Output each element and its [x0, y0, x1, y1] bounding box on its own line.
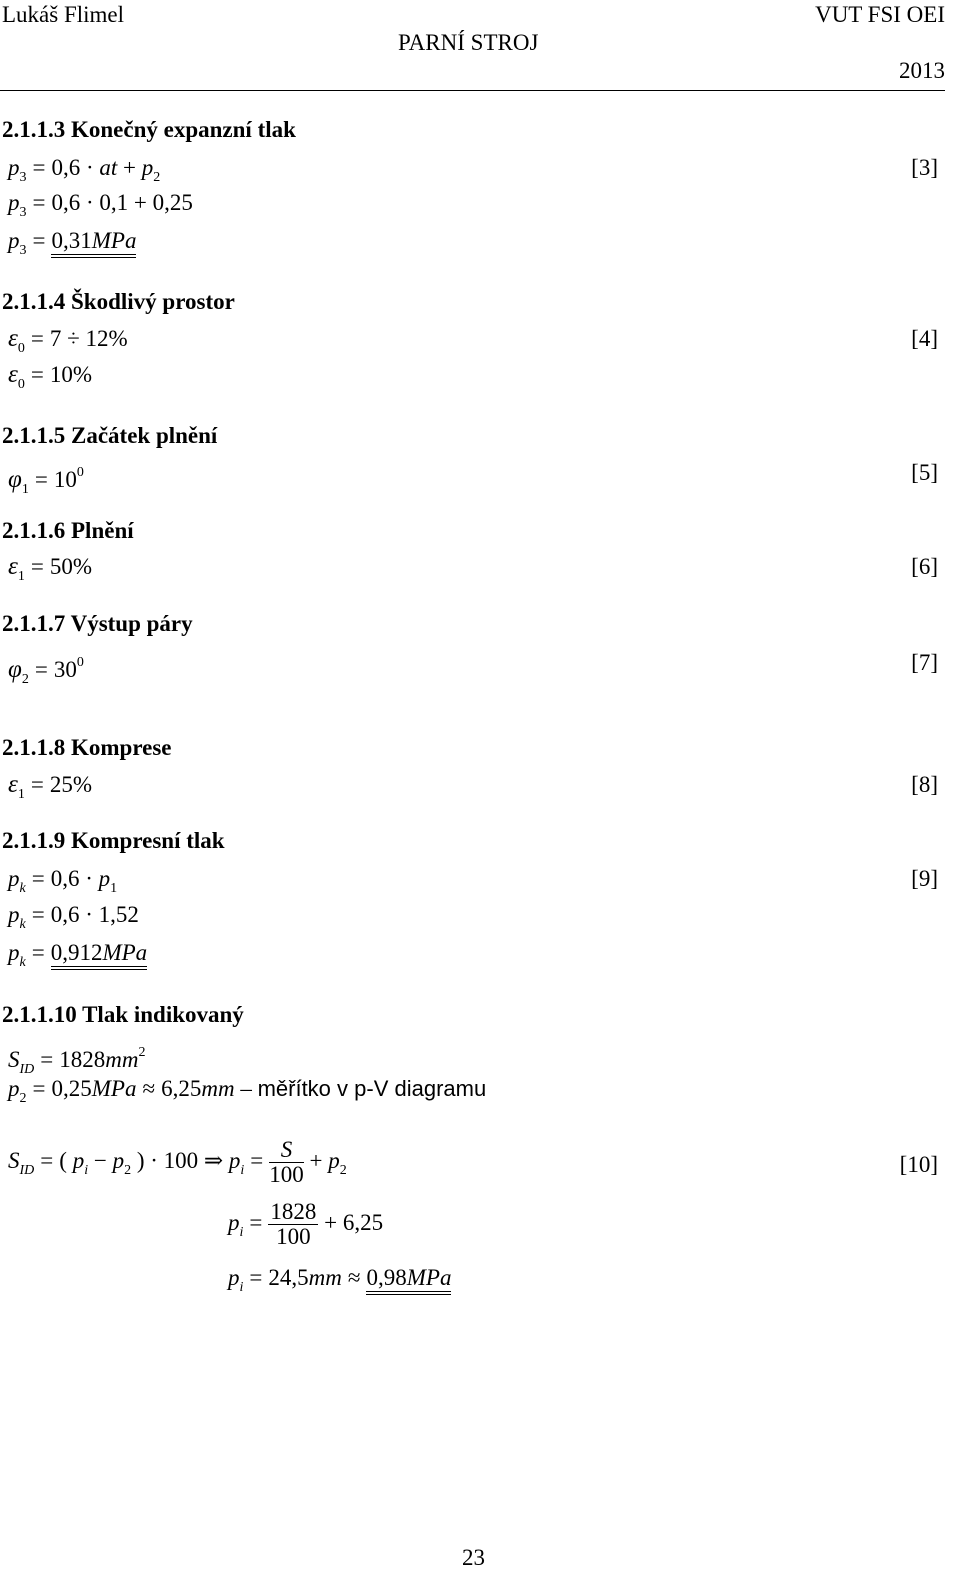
scale-note: měřítko v p-V diagramu — [257, 1076, 487, 1101]
equation-result: $p_i = 24,5mm \approx 0,98MPa$ — [228, 1265, 452, 1295]
equation: $p_k = 0,6 \cdot p_1$ — [8, 866, 118, 896]
section-heading: 2.1.1.6 Plnění — [2, 518, 134, 543]
equation-reference: [10] — [899, 1152, 938, 1177]
equation-reference: [5] — [911, 460, 938, 485]
equation: $\varepsilon_0 = 10\%$ — [8, 361, 93, 392]
header-rule — [0, 90, 945, 91]
equation: $p_3 = 0,6 \cdot 0,1 + 0,25$ — [8, 190, 193, 220]
equation-reference: [8] — [911, 772, 938, 797]
equation: $p_k = 0,6 \cdot 1,52$ — [8, 902, 139, 932]
section-heading: 2.1.1.5 Začátek plnění — [2, 423, 218, 448]
equation: $\varepsilon_1 = 25\%$ — [8, 771, 93, 802]
section-heading: 2.1.1.9 Kompresní tlak — [2, 828, 225, 853]
equation-reference: [3] — [911, 155, 938, 180]
header-author: Lukáš Flimel — [2, 2, 125, 27]
section-heading: 2.1.1.3 Konečný expanzní tlak — [2, 117, 296, 142]
equation: $\varphi_2 = 30^0$ — [8, 655, 84, 687]
equation: $p_2 = 0,25MPa \approx 6,25mm$ – měřítko v p-V diagramu — [8, 1076, 487, 1106]
equation: $p_i$ = $\frac{1828}{100}$ + 6,25 — [228, 1199, 384, 1249]
equation: $S_{ID} = 1828mm^2$ — [8, 1045, 146, 1077]
section-heading: 2.1.1.7 Výstup páry — [2, 611, 193, 636]
equation-result: $p_k = 0,912MPa$ — [8, 940, 148, 970]
equation-result: $p_3 = 0,31MPa$ — [8, 228, 137, 258]
equation: $p_3 = 0,6$ · at + $p_2$ — [8, 155, 161, 185]
header-title: PARNÍ STROJ — [398, 30, 539, 55]
equation: $\varphi_1 = 10^0$ — [8, 465, 84, 497]
equation-reference: [9] — [911, 866, 938, 891]
header-year: 2013 — [899, 58, 945, 83]
equation-reference: [6] — [911, 554, 938, 579]
section-heading: 2.1.1.10 Tlak indikovaný — [2, 1002, 244, 1027]
section-heading: 2.1.1.4 Škodlivý prostor — [2, 289, 235, 314]
header-institution: VUT FSI OEI — [815, 2, 945, 27]
equation-reference: [4] — [911, 326, 938, 351]
equation: $S_{ID}$ = ( $p_i - p_2$ ) · 100 ⇒ $p_i$ = $\frac{S}{100}$ + $p_2$ — [8, 1137, 347, 1187]
equation-reference: [7] — [911, 650, 938, 675]
page-number: 23 — [462, 1545, 485, 1570]
equation: $\varepsilon_1 = 50\%$ — [8, 553, 93, 584]
section-heading: 2.1.1.8 Komprese — [2, 735, 172, 760]
equation: $\varepsilon_0 = 7 \div 12\%$ — [8, 325, 128, 356]
